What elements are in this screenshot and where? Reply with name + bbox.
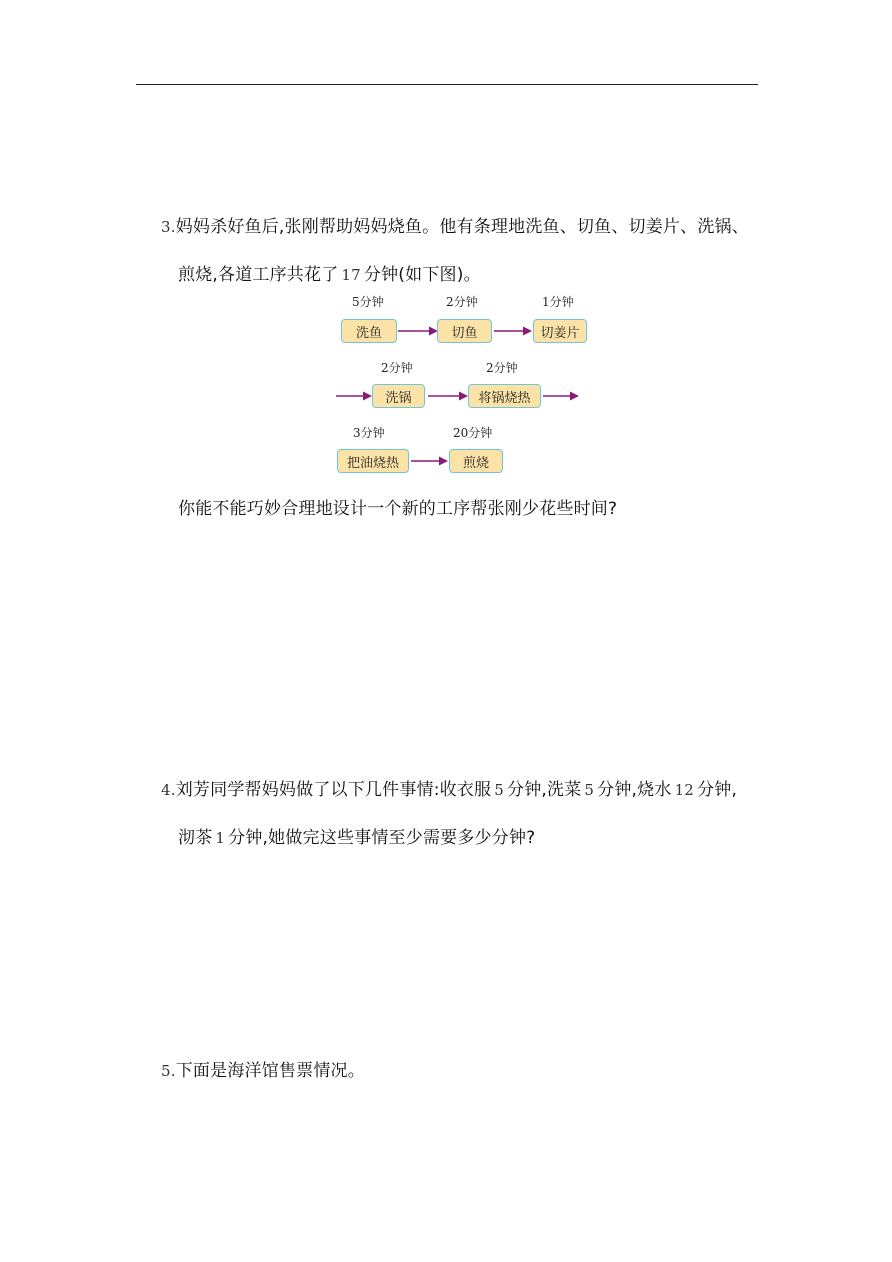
q4-value: 5: [494, 781, 504, 799]
q3-line-2: [178, 263, 481, 287]
q5-number: 5.: [161, 1062, 176, 1080]
q3-text-2b: 分钟(如下图)。: [363, 265, 481, 285]
q4-value: 1: [215, 829, 226, 847]
arrow-icon: [543, 390, 579, 402]
q4-line-2: [178, 826, 535, 850]
step-box: 煎烧: [449, 449, 503, 473]
q3-number: 3.: [161, 218, 176, 236]
q4-text: 刘芳同学帮妈妈做了以下几件事情:收衣服: [175, 780, 492, 800]
step-box: 洗锅: [372, 384, 425, 408]
q4-text: 分钟,: [697, 780, 738, 800]
arrow-icon: [398, 325, 438, 337]
header-rule: [136, 84, 758, 85]
q3-total-minutes: 17: [341, 266, 361, 284]
q3-text-2a: 煎烧,各道工序共花了: [178, 265, 339, 285]
arrow-icon: [336, 390, 372, 402]
step-box: 将锅烧热: [468, 384, 541, 408]
q5-text: 下面是海洋馆售票情况。: [175, 1061, 365, 1081]
step-time: 2分钟: [381, 361, 413, 375]
q4-number: 4.: [161, 781, 176, 799]
step-box: 洗鱼: [341, 319, 397, 343]
q4-value: 12: [674, 781, 695, 799]
step-time: 2分钟: [486, 361, 518, 375]
q3-question: 你能不能巧妙合理地设计一个新的工序帮张刚少花些时间?: [178, 499, 618, 519]
step-box: 切鱼: [437, 319, 492, 343]
q4-text: 分钟,她做完这些事情至少需要多少分钟?: [228, 828, 536, 848]
step-time: 1分钟: [542, 295, 574, 309]
step-time: 5分钟: [352, 295, 384, 309]
q4-text: 沏茶: [178, 828, 213, 848]
q4-line-1: [161, 778, 737, 802]
step-time: 20分钟: [453, 426, 493, 440]
arrow-icon: [411, 455, 448, 467]
q4-text: 分钟,洗菜: [507, 780, 582, 800]
q4-text: 分钟,烧水: [597, 780, 672, 800]
q5-line: [161, 1059, 365, 1083]
q3-line-1: [161, 215, 749, 239]
q3-text-1: 妈妈杀好鱼后,张刚帮助妈妈烧鱼。他有条理地洗鱼、切鱼、切姜片、洗锅、: [175, 217, 749, 237]
step-time: 2分钟: [446, 295, 478, 309]
step-time: 3分钟: [353, 426, 385, 440]
arrow-icon: [428, 390, 468, 402]
step-box: 把油烧热: [337, 449, 409, 473]
arrow-icon: [494, 325, 532, 337]
step-box: 切姜片: [533, 319, 587, 343]
q4-value: 5: [584, 781, 595, 799]
